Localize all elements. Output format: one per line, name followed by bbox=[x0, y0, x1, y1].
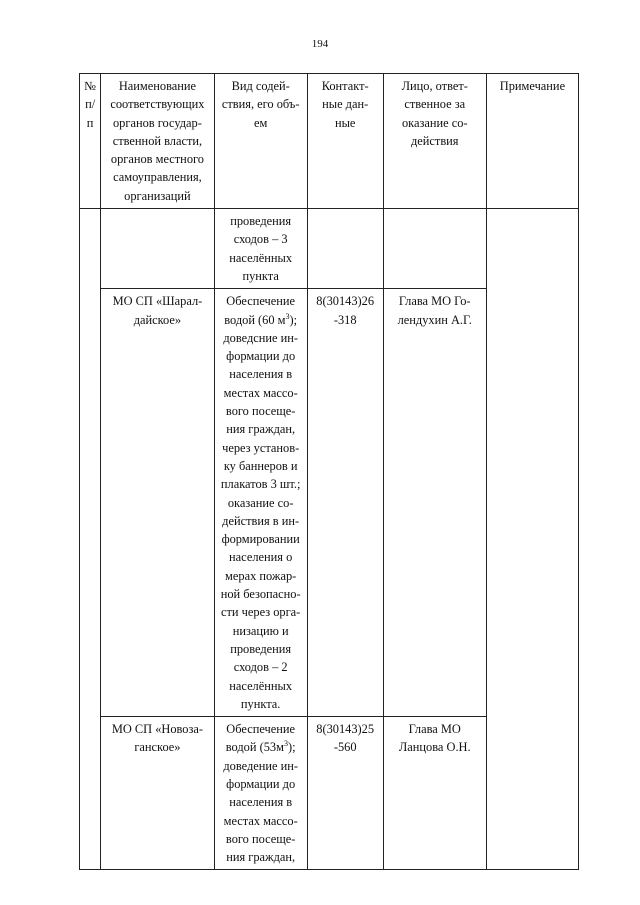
assistance-table bbox=[79, 73, 579, 870]
header-note: Примечание bbox=[486, 74, 578, 209]
superscript-unit: 3 bbox=[285, 311, 290, 321]
contacts-cell: 8(30143)25 -560 bbox=[307, 717, 383, 870]
note-cell bbox=[486, 209, 578, 870]
table-row bbox=[80, 209, 579, 289]
responsible-cell bbox=[383, 209, 486, 289]
table-header-row bbox=[80, 74, 579, 209]
organization-cell: МО СП «Новоза- ганское» bbox=[101, 717, 214, 870]
assistance-cell: проведения сходов – 3 населённых пункта bbox=[214, 209, 307, 289]
organization-cell: МО СП «Шарал- дайское» bbox=[101, 289, 214, 717]
header-responsible: Лицо, ответ- ственное за оказание со- действия bbox=[383, 74, 486, 209]
contacts-cell: 8(30143)26 -318 bbox=[307, 289, 383, 717]
contacts-cell bbox=[307, 209, 383, 289]
responsible-cell: Глава МО Ланцова О.Н. bbox=[383, 717, 486, 870]
superscript-unit: 3 bbox=[283, 739, 288, 749]
organization-cell bbox=[101, 209, 214, 289]
row-number-cell bbox=[80, 209, 101, 870]
assistance-cell: Обеспечение водой (60 $м^3$); доведсние ин- формации до населения в местах массо- вого посеще- ния граждан, через установ- ку баннеров и плакатов 3 шт.; оказание со- действия в ин- формировании населения о мерах пожар- ной безопасно- сти через орга- низацию и проведения сходов – 2 населённых пункта. bbox=[214, 289, 307, 717]
assistance-cell: Обеспечение водой $(53м^3)$; доведение ин- формации до населения в местах массо- вого посеще- ния граждан, bbox=[214, 717, 307, 870]
page-number: 194 bbox=[311, 38, 329, 50]
header-organization: Наименование соответствующих органов государ- ственной власти, органов местного самоуправления, организаций bbox=[101, 74, 214, 209]
header-assistance: Вид содей- ствия, его объ- ем bbox=[214, 74, 307, 209]
header-contacts: Контакт- ные дан- ные bbox=[307, 74, 383, 209]
responsible-cell: Глава МО Го- лендухин А.Г. bbox=[383, 289, 486, 717]
header-number: № п/ п bbox=[80, 74, 101, 209]
